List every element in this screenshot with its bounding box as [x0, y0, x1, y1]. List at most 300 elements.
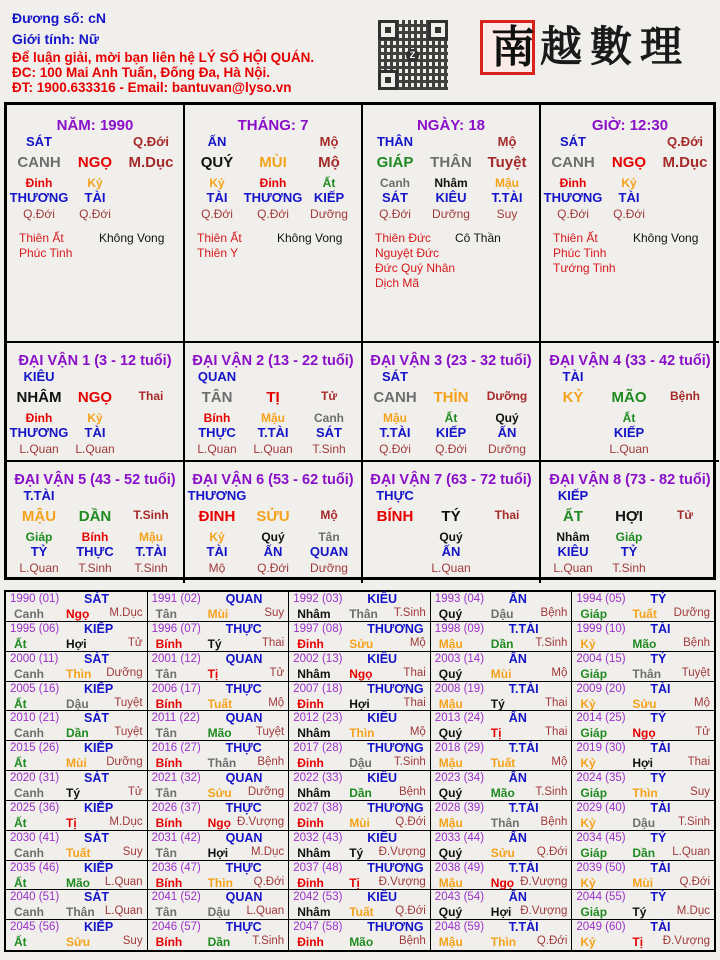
year-cell[interactable]	[431, 592, 573, 622]
heavenly-stem: Bính	[155, 636, 183, 651]
hidden-stage-row	[9, 206, 183, 222]
earthly-branch: Thìn	[66, 666, 92, 681]
year-cell[interactable]	[289, 592, 431, 622]
earthly-branch: Thân	[207, 756, 237, 771]
year-cell[interactable]	[6, 622, 148, 652]
heavenly-stem: Nhâm	[297, 786, 331, 800]
earthly-branch: Thân	[349, 607, 378, 621]
life-stage: Đ.Vượng	[378, 875, 426, 888]
hidden-stage-row	[187, 206, 361, 222]
star-good: Thiên Đức	[375, 231, 432, 245]
year-cell[interactable]	[572, 711, 714, 741]
heavenly-stem: Kỷ	[580, 815, 596, 830]
life-stage: M.Dục	[250, 845, 285, 858]
year-cell[interactable]	[572, 831, 714, 861]
year-cell[interactable]	[431, 831, 573, 861]
year-cell[interactable]	[431, 801, 573, 831]
year-cell[interactable]	[572, 682, 714, 712]
life-stage: M.Dục	[109, 815, 143, 828]
hidden-stage: L.Quan	[197, 442, 237, 456]
star-good: Thiên Ất	[19, 231, 64, 245]
year-cell[interactable]	[6, 682, 148, 712]
year-cell[interactable]	[148, 682, 290, 712]
year-label: 2027 (38)	[293, 801, 343, 814]
dai-van-title: ĐẠI VẬN 8 (73 - 82 tuổi)	[549, 472, 711, 488]
life-stage: Tuyệt	[114, 696, 143, 709]
year-cell[interactable]	[148, 771, 290, 801]
year-cell[interactable]	[289, 861, 431, 891]
life-stage: Mộ	[268, 696, 285, 709]
pillar-god-row	[187, 134, 361, 154]
hidden-god: TÀI	[206, 190, 228, 205]
ten-god: T.TÀI	[508, 741, 539, 756]
life-stage: Thai	[687, 756, 710, 769]
dai-van-title: ĐẠI VẬN 5 (43 - 52 tuổi)	[14, 472, 176, 488]
hidden-stage: L.Quan	[19, 561, 59, 575]
hidden-god: THỰC	[76, 544, 114, 559]
year-cell[interactable]	[148, 592, 290, 622]
year-cell[interactable]	[6, 890, 148, 920]
pillar-title: GIỜ: 12:30	[591, 117, 669, 134]
year-cell[interactable]	[572, 741, 714, 771]
year-cell[interactable]	[572, 592, 714, 622]
hidden-stage-row	[9, 560, 183, 576]
hidden-stage: L.Quan	[609, 442, 649, 456]
year-cell[interactable]	[148, 652, 290, 682]
hidden-stage: Q.Đới	[257, 207, 289, 221]
year-label: 2025 (36)	[10, 801, 60, 814]
ten-god: ẤN	[508, 890, 527, 905]
heavenly-stem: Nhâm	[297, 905, 331, 920]
year-label: 2000 (11)	[10, 652, 59, 665]
hidden-stage: L.Quan	[19, 442, 59, 456]
ten-god: TỶ	[650, 830, 667, 845]
subject-name: Đương số: cN	[12, 10, 106, 26]
ten-god: TÀI	[650, 681, 671, 696]
year-label: 2049 (60)	[576, 921, 626, 934]
heavenly-stem: Ất	[14, 756, 27, 771]
hidden-stage: T.Sinh	[612, 561, 646, 575]
year-cell[interactable]	[289, 622, 431, 652]
earthly-branch: TỊ	[266, 389, 280, 406]
hidden-god-row	[9, 190, 183, 206]
hidden-god-row	[187, 544, 361, 560]
hidden-stem-row	[543, 411, 719, 425]
hidden-god: TỶ	[620, 544, 638, 559]
heavenly-stem: Canh	[14, 726, 44, 741]
hidden-stage: L.Quan	[253, 442, 293, 456]
year-cell[interactable]	[148, 861, 290, 891]
year-label: 2042 (53)	[293, 891, 343, 904]
dv-god-row	[9, 488, 183, 508]
life-stage: Tử	[127, 786, 143, 798]
hidden-stem: Mậu	[261, 411, 285, 425]
year-label: 2002 (13)	[293, 652, 343, 665]
year-label: 1998 (09)	[434, 622, 485, 635]
year-cell[interactable]	[289, 890, 431, 920]
earthly-branch: Tuất	[66, 845, 91, 860]
life-stage: Bệnh	[398, 786, 426, 798]
pillar-cell	[363, 105, 541, 343]
hidden-stage: L.Quan	[75, 442, 115, 456]
hidden-stem: Đinh	[25, 411, 53, 425]
year-label: 1990 (01)	[10, 593, 60, 605]
life-stage: L.Quan	[672, 845, 710, 858]
life-stage: Mộ	[551, 756, 568, 769]
year-cell[interactable]	[572, 652, 714, 682]
earthly-branch: Ngọ	[207, 815, 231, 830]
heavenly-stem: Nhâm	[297, 726, 331, 741]
life-stage: M.Dục	[128, 154, 174, 171]
year-cell[interactable]	[289, 920, 431, 950]
star-good: Thiên Ất	[553, 231, 598, 245]
heavenly-stem: Kỷ	[580, 875, 596, 890]
dai-van-cell	[363, 343, 541, 462]
hidden-stage: Suy	[496, 207, 518, 221]
qr-finder	[378, 70, 398, 90]
hidden-stem-row	[9, 176, 183, 190]
heavenly-stem: Mậu	[438, 696, 463, 711]
hidden-stage: Mộ	[208, 561, 226, 575]
heavenly-stem: Mậu	[438, 815, 463, 830]
hidden-stage-row	[365, 441, 539, 457]
year-cell[interactable]	[431, 682, 573, 712]
dai-van-title: ĐẠI VẬN 4 (33 - 42 tuổi)	[549, 353, 711, 369]
heavenly-stem: Quý	[438, 726, 463, 741]
heavenly-stem: Quý	[438, 666, 463, 681]
year-cell[interactable]	[6, 861, 148, 891]
year-cell[interactable]	[431, 771, 573, 801]
year-cell[interactable]	[148, 801, 290, 831]
year-label: 2014 (25)	[576, 712, 626, 725]
dv-main-row	[543, 508, 719, 530]
ten-god: KIÊU	[367, 651, 398, 666]
year-cell[interactable]	[572, 771, 714, 801]
hidden-god: KIẾP	[613, 425, 645, 440]
heavenly-stem: Ất	[14, 636, 27, 651]
year-label: 2026 (37)	[151, 801, 201, 814]
ten-god: THƯƠNG	[187, 488, 247, 503]
year-label: 2047 (58)	[293, 921, 343, 934]
hidden-god: ẤN	[441, 544, 461, 559]
ten-god: KIẾP	[84, 621, 114, 636]
heavenly-stem: Quý	[438, 786, 463, 800]
heavenly-stem: Kỷ	[580, 636, 596, 651]
ten-god: TỶ	[650, 890, 667, 905]
heavenly-stem: Đinh	[297, 875, 324, 890]
hidden-god-row	[543, 544, 719, 560]
hidden-stem: Bính	[203, 411, 231, 425]
dv-main-row	[9, 508, 183, 530]
year-label: 1992 (03)	[293, 593, 343, 605]
qr-code[interactable]	[378, 20, 448, 90]
year-cell[interactable]	[572, 920, 714, 950]
earthly-branch: Tý	[490, 696, 505, 711]
heavenly-stem: ẤT	[563, 508, 583, 525]
dai-van-cell	[7, 343, 185, 462]
year-cell[interactable]	[431, 741, 573, 771]
star-good: Dịch Mã	[375, 276, 420, 290]
hidden-stem-row	[187, 176, 361, 190]
life-stage: Thai	[494, 508, 520, 522]
life-stage: Suy	[264, 607, 285, 619]
life-stage: L.Quan	[246, 905, 285, 918]
heavenly-stem: Giáp	[580, 607, 608, 621]
heavenly-stem: CANH	[17, 154, 61, 171]
life-stage: Tuyệt	[255, 726, 285, 739]
year-cell[interactable]	[431, 711, 573, 741]
year-cell[interactable]	[431, 920, 573, 950]
heavenly-stem: Đinh	[297, 636, 324, 651]
hidden-god: T.TÀI	[491, 190, 523, 205]
earthly-branch: Thìn	[632, 786, 658, 800]
heavenly-stem: CANH	[551, 154, 595, 171]
heavenly-stem: Ất	[14, 696, 27, 711]
contact-line-1: Để luận giải, mời bạn liên hệ LÝ SỐ HỘI QUÁN.	[12, 50, 315, 65]
ten-god: THƯƠNG	[367, 681, 424, 696]
heavenly-stem: Canh	[14, 845, 44, 860]
ten-god: KIÊU	[367, 830, 398, 845]
ten-god: THƯƠNG	[367, 741, 424, 756]
year-cell[interactable]	[148, 920, 290, 950]
dv-main-row	[365, 508, 539, 530]
dai-van-cell	[185, 343, 363, 462]
year-cell[interactable]	[289, 682, 431, 712]
hidden-god: ẤN	[263, 544, 283, 559]
special-stars	[553, 231, 713, 276]
life-stage: Suy	[690, 786, 710, 798]
life-stage: Bệnh	[540, 815, 568, 828]
dai-van-cell	[185, 462, 363, 583]
ten-god: T.TÀI	[23, 488, 55, 503]
heavenly-stem: Quý	[438, 905, 463, 920]
earthly-branch: Tý	[349, 845, 364, 860]
year-cell[interactable]	[289, 831, 431, 861]
earthly-branch: MÙI	[259, 154, 287, 171]
special-stars	[197, 231, 357, 261]
life-stage: Q.Đới	[536, 845, 568, 858]
pillar-god-row	[365, 134, 539, 154]
year-label: 2018 (29)	[434, 742, 485, 755]
year-cell[interactable]	[6, 771, 148, 801]
hidden-stage: Q.Đới	[557, 207, 589, 221]
hidden-stage-row	[365, 206, 539, 222]
life-stage: Thai	[403, 666, 426, 679]
life-stage: Dưỡng	[106, 756, 143, 769]
year-label: 2012 (23)	[293, 712, 343, 725]
year-cell[interactable]	[572, 890, 714, 920]
star-good: Nguyệt Đức	[375, 246, 440, 260]
year-cell[interactable]	[6, 711, 148, 741]
year-cell[interactable]	[148, 622, 290, 652]
ten-god: THƯƠNG	[367, 920, 424, 935]
pillar-main-row	[543, 154, 719, 176]
dai-van-title: ĐẠI VẬN 6 (53 - 62 tuổi)	[192, 472, 354, 488]
god-stage: Mộ	[497, 134, 517, 149]
earthly-branch: Mão	[349, 935, 374, 950]
hidden-stage-row	[187, 560, 361, 576]
heavenly-stem: Bính	[155, 935, 183, 950]
star-good: Thiên Y	[197, 246, 239, 260]
year-label: 2043 (54)	[434, 891, 485, 904]
dai-van-cell	[7, 462, 185, 583]
year-cell[interactable]	[148, 711, 290, 741]
earthly-branch: Dậu	[66, 696, 89, 711]
ten-god: THỰC	[225, 621, 262, 636]
earthly-branch: Ngọ	[66, 607, 90, 621]
hidden-god: QUAN	[309, 544, 349, 559]
brand-title: 越數理	[540, 22, 691, 71]
year-label: 2013 (24)	[434, 712, 485, 725]
hidden-stem-row	[543, 530, 719, 544]
pillar-title: NĂM: 1990	[56, 117, 134, 134]
hidden-stage-row	[187, 441, 361, 457]
year-cell[interactable]	[289, 711, 431, 741]
life-stage: Tử	[676, 508, 694, 522]
ten-god: SÁT	[84, 890, 109, 905]
year-label: 1997 (08)	[293, 622, 343, 635]
heavenly-stem: Mậu	[438, 935, 463, 950]
life-stage: M.Dục	[662, 154, 708, 171]
earthly-branch: Mùi	[490, 666, 512, 681]
star-bad: Không Vong	[99, 231, 165, 245]
ten-god: KIẾP	[84, 681, 114, 696]
hidden-god-row	[187, 190, 361, 206]
seal-char: 南	[491, 22, 535, 73]
dai-van-cell	[541, 343, 719, 462]
heavenly-stem: QUÝ	[200, 154, 234, 171]
hidden-stem: Mậu	[495, 176, 519, 190]
hidden-god: ẤN	[497, 425, 517, 440]
god-stage: Q.Đới	[667, 134, 703, 149]
earthly-branch: Thìn	[349, 726, 375, 741]
year-cell[interactable]	[289, 652, 431, 682]
life-stage: Q.Đới	[395, 905, 426, 918]
life-stage: Đ.Vượng	[520, 905, 568, 918]
year-cell[interactable]	[572, 861, 714, 891]
heavenly-stem: Bính	[155, 815, 183, 830]
hidden-stem: Quý	[261, 530, 285, 544]
ten-god: THỰC	[376, 488, 414, 503]
ten-god: T.TÀI	[508, 860, 539, 875]
life-stage: Mộ	[551, 666, 568, 679]
heavenly-stem: Quý	[438, 607, 463, 621]
year-cell[interactable]	[6, 831, 148, 861]
life-stage: Dưỡng	[673, 607, 710, 619]
heavenly-stem: Mậu	[438, 756, 463, 771]
year-cell[interactable]	[6, 592, 148, 622]
hidden-stem-row	[365, 176, 539, 190]
hidden-stem: Ất	[622, 411, 636, 425]
hidden-stem: Kỷ	[87, 411, 103, 425]
earthly-branch: Tuất	[349, 905, 374, 920]
year-cell[interactable]	[289, 771, 431, 801]
year-cell[interactable]	[431, 622, 573, 652]
year-label: 2038 (49)	[434, 861, 485, 874]
life-stage: Thai	[261, 636, 285, 649]
year-cell[interactable]	[289, 741, 431, 771]
heavenly-stem: CANH	[373, 389, 417, 406]
earthly-branch: Thân	[632, 666, 662, 681]
life-stage: Bệnh	[540, 607, 568, 619]
hidden-stem: Ất	[444, 411, 458, 425]
life-stage: T.Sinh	[535, 636, 568, 649]
year-label: 2020 (31)	[10, 772, 60, 784]
heavenly-stem: Giáp	[580, 786, 608, 800]
heavenly-stem: GIÁP	[376, 154, 414, 171]
year-label: 2045 (56)	[10, 921, 60, 934]
life-stage: Mộ	[409, 636, 426, 649]
life-stage: Q.Đới	[395, 815, 426, 828]
year-cell[interactable]	[431, 890, 573, 920]
life-stage: Q.Đới	[536, 935, 568, 948]
life-stage: Thai	[403, 696, 426, 709]
heavenly-stem: Nhâm	[297, 666, 331, 681]
year-label: 2010 (21)	[10, 712, 60, 725]
hidden-stage: Q.Đới	[435, 442, 467, 456]
year-cell[interactable]	[572, 622, 714, 652]
year-cell[interactable]	[572, 801, 714, 831]
earthly-branch: NGỌ	[77, 154, 113, 171]
heavenly-stem: Đinh	[297, 815, 324, 830]
year-cell[interactable]	[6, 652, 148, 682]
year-cell[interactable]	[6, 741, 148, 771]
life-stage: Mộ	[318, 154, 340, 171]
star-good: Đức Quý Nhân	[375, 261, 456, 275]
year-cell[interactable]	[431, 652, 573, 682]
heavenly-stem: Tân	[155, 845, 177, 860]
heavenly-stem: MẬU	[21, 508, 57, 525]
hidden-god: THƯƠNG	[543, 190, 603, 205]
hidden-stem: Đinh	[259, 176, 287, 190]
ten-god: SÁT	[26, 134, 52, 149]
heavenly-stem: Canh	[14, 786, 44, 800]
ten-god: KIẾP	[84, 920, 114, 935]
year-cell[interactable]	[148, 890, 290, 920]
hidden-stem: Kỷ	[87, 176, 103, 190]
life-stage: T.Sinh	[252, 935, 285, 948]
year-cell[interactable]	[148, 741, 290, 771]
ten-god: KIÊU	[23, 369, 55, 384]
year-cell[interactable]	[148, 831, 290, 861]
ten-god: SÁT	[84, 711, 109, 726]
ten-god: SÁT	[560, 134, 586, 149]
year-label: 2041 (52)	[151, 891, 201, 904]
hidden-god: KIÊU	[557, 544, 589, 559]
hidden-stem: Mậu	[383, 411, 407, 425]
year-cell[interactable]	[6, 801, 148, 831]
pillar-main-row	[9, 154, 183, 176]
ten-god: T.TÀI	[508, 800, 539, 815]
earthly-branch: Dần	[349, 786, 372, 800]
ten-god: QUAN	[225, 830, 263, 845]
ten-god: TỶ	[650, 651, 667, 666]
hidden-god: THƯƠNG	[9, 425, 69, 440]
year-cell[interactable]	[431, 861, 573, 891]
star-good: Phúc Tinh	[553, 246, 607, 260]
pillar-god-row	[543, 134, 719, 154]
life-stage: Mộ	[409, 726, 426, 739]
year-label: 2037 (48)	[293, 861, 343, 874]
year-cell[interactable]	[6, 920, 148, 950]
star-good: Phúc Tinh	[19, 246, 73, 260]
dv-main-row	[543, 389, 719, 411]
heavenly-stem: Bính	[155, 696, 183, 711]
heavenly-stem: Giáp	[580, 905, 608, 920]
life-stage: Đ.Vượng	[662, 935, 710, 948]
ten-god: KIẾP	[84, 800, 114, 815]
year-cell[interactable]	[289, 801, 431, 831]
